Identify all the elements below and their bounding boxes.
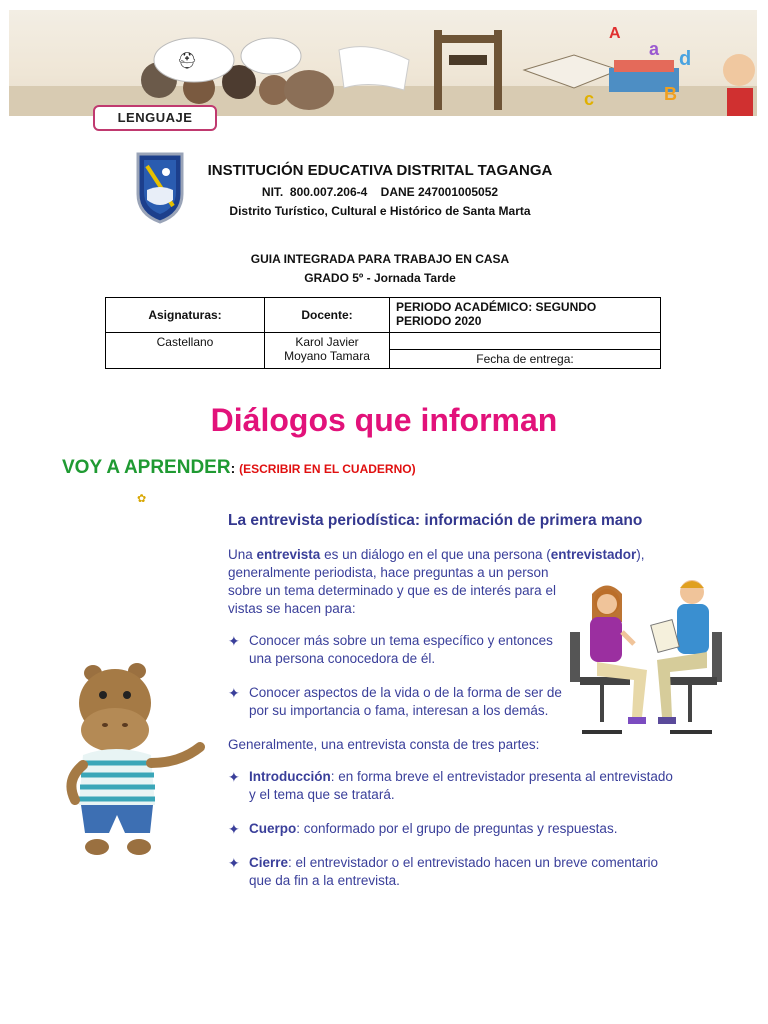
- page-title: Diálogos que informan: [210, 402, 558, 438]
- bullet-text: Conocer más sobre un tema específico y entonces: [249, 633, 553, 648]
- learn-heading-text: VOY A APRENDER: [62, 457, 231, 478]
- institution-district: Distrito Turístico, Cultural e Histórico de Santa Marta: [229, 204, 531, 218]
- learn-colon: :: [230, 460, 240, 476]
- bullet-text: Conocer aspectos de la vida o de la forma de ser de: [249, 685, 562, 700]
- blank-cell: [390, 333, 661, 350]
- institution-name: INSTITUCIÓN EDUCATIVA DISTRITAL TAGANGA: [207, 162, 553, 179]
- star-bullet-icon: ✦: [228, 855, 240, 871]
- part-label: Cuerpo: [249, 821, 297, 836]
- info-table: [105, 297, 661, 369]
- svg-text:⛑: ⛑: [177, 53, 198, 70]
- period-header: PERIODO ACADÉMICO: SEGUNDO PERIODO 2020: [390, 298, 661, 333]
- part-label: Cierre: [249, 855, 289, 870]
- guide-grade: GRADO 5º - Jornada Tarde: [304, 271, 456, 285]
- guide-title: GUIA INTEGRADA PARA TRABAJO EN CASA: [250, 252, 510, 266]
- bullet-text: por su importancia o fama, interesan a los demás.: [249, 703, 549, 718]
- intro-text: es un diálogo en el que una persona (: [320, 547, 551, 562]
- subject-tab: LENGUAJE: [93, 105, 217, 131]
- intro-text: vistas se hacen para:: [228, 601, 356, 616]
- school-crest-icon: [135, 150, 185, 224]
- teacher-cell: [265, 333, 390, 369]
- part-label: Introducción: [249, 769, 331, 784]
- intro-text: Una: [228, 547, 257, 562]
- star-bullet-icon: ✦: [228, 633, 240, 649]
- lesson-title: La entrevista periodística: información de primera mano: [228, 512, 643, 529]
- teacher-line-2: Moyano Tamara: [284, 349, 370, 363]
- svg-text:A: A: [609, 25, 621, 42]
- intro-bold: entrevistador: [550, 547, 637, 562]
- star-bullet-icon: ✦: [228, 685, 240, 701]
- svg-text:a: a: [649, 39, 660, 59]
- svg-text:c: c: [584, 89, 595, 109]
- teacher-header: Docente:: [265, 298, 390, 333]
- star-bullet-icon: ✦: [228, 821, 240, 837]
- svg-text:d: d: [679, 48, 692, 70]
- interview-illustration: [562, 572, 742, 747]
- intro-text: ), generalmente periodista, hace preguntas a un person: [228, 547, 645, 580]
- sparkle-icon: ✿: [137, 493, 147, 505]
- part-text: : el entrevistador o el entrevistado hacen un breve comentario que da fin a la entrevista.: [249, 855, 658, 888]
- svg-text:B: B: [664, 84, 677, 104]
- list-item: [228, 854, 678, 890]
- hippo-mascot-illustration: [55, 655, 210, 860]
- table-row: [106, 333, 661, 350]
- table-row: [106, 298, 661, 333]
- intro-text: sobre un tema determinado y que es de interés para el: [228, 583, 556, 598]
- subject-cell: Castellano: [106, 333, 265, 369]
- institution-nit: NIT. 800.007.206-4 DANE 247001005052: [261, 185, 499, 199]
- due-date-cell: Fecha de entrega:: [390, 350, 661, 369]
- teacher-line-1: Karol Javier: [295, 335, 359, 349]
- part-text: : en forma breve el entrevistador presenta al entrevistado y el tema que se tratará.: [249, 769, 673, 802]
- parts-intro: Generalmente, una entrevista consta de tres partes:: [228, 737, 540, 752]
- banner-art: [9, 10, 757, 116]
- subjects-header: Asignaturas:: [106, 298, 265, 333]
- learn-heading: [62, 457, 416, 479]
- list-item: [228, 820, 678, 838]
- header-banner-illustration: [9, 10, 757, 116]
- bullet-text: una persona conocedora de él.: [249, 651, 436, 666]
- star-bullet-icon: ✦: [228, 769, 240, 785]
- list-item: [228, 768, 678, 804]
- learn-note: (ESCRIBIR EN EL CUADERNO): [239, 462, 416, 476]
- intro-bold: entrevista: [256, 547, 321, 562]
- part-text: : conformado por el grupo de preguntas y respuestas.: [296, 821, 618, 836]
